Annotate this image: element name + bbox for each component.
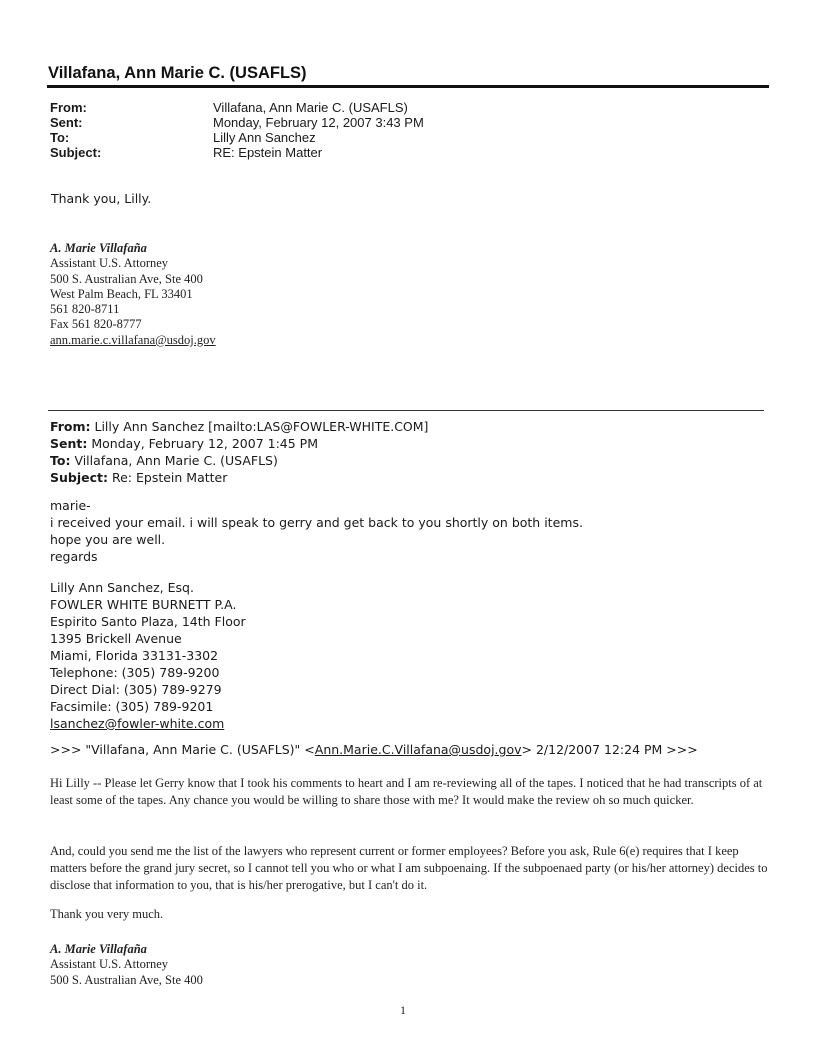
meta-subject-label: Subject: <box>50 145 102 160</box>
header-divider <box>47 85 769 88</box>
fwd-subject-row <box>50 469 428 486</box>
fwd-sent-label: Sent: <box>50 436 88 451</box>
email-header-title: Villafana, Ann Marie C. (USAFLS) <box>48 64 307 82</box>
meta-to-label: To: <box>50 130 70 145</box>
fwd-subject-value: Re: Epstein Matter <box>111 470 228 485</box>
meta-sent-value: Monday, February 12, 2007 3:43 PM <box>213 115 424 130</box>
message-line: marie- <box>50 498 91 513</box>
signature-block-2 <box>50 579 246 732</box>
page-number: 1 <box>400 1003 406 1017</box>
message-separator <box>48 410 764 411</box>
fwd-from-value: Lilly Ann Sanchez [mailto:LAS@FOWLER-WHITE.COM] <box>94 419 429 434</box>
sig2-firm: FOWLER WHITE BURNETT P.A. <box>50 597 237 612</box>
original-paragraph-1: Hi Lilly -- Please let Gerry know that I took his comments to heart and I am re-reviewing all of the tapes. I noticed that he had transcripts of at least some of the tapes. Any chance you would be willing to share those with me? It would make the review oh so much quicker. <box>50 776 763 807</box>
fwd-from-label: From: <box>50 419 91 434</box>
sig2-address2: 1395 Brickell Avenue <box>50 631 182 646</box>
original-paragraph-3: Thank you very much. <box>50 907 164 921</box>
fwd-from-row <box>50 418 428 435</box>
signature-address1: 500 S. Australian Ave, Ste 400 <box>50 271 203 286</box>
quote-prefix: >>> "Villafana, Ann Marie C. (USAFLS)" < <box>50 742 315 757</box>
meta-subject-value: RE: Epstein Matter <box>213 145 323 160</box>
original-paragraph-2: And, could you send me the list of the lawyers who represent current or former employees? Before you ask, Rule 6(e) requires that I keep matters before the grand jury secret, so I cannot tell you who or what I am subpoenaing. If the subpoenaed party (or his/her attorney) decides to disclose that information to you, that is his/her prerogative, but I can't do it. <box>50 844 768 892</box>
quote-email-link[interactable]: Ann.Marie.C.Villafana@usdoj.gov <box>314 742 522 757</box>
fwd-to-value: Villafana, Ann Marie C. (USAFLS) <box>74 453 278 468</box>
message-line: hope you are well. <box>50 532 166 547</box>
fwd-to-row <box>50 452 428 469</box>
meta-to-value: Lilly Ann Sanchez <box>213 130 316 145</box>
meta-sent-label: Sent: <box>50 115 83 130</box>
fwd-to-label: To: <box>50 453 71 468</box>
signature-phone: 561 820-8711 <box>50 302 120 317</box>
message-line: regards <box>50 549 98 564</box>
sig2-address1: Espirito Santo Plaza, 14th Floor <box>50 614 246 629</box>
signature-block-1 <box>50 241 216 348</box>
signature-address2: West Palm Beach, FL 33401 <box>50 286 193 301</box>
forwarded-header <box>50 418 428 486</box>
fwd-sent-value: Monday, February 12, 2007 1:45 PM <box>91 436 319 451</box>
meta-from-label: From: <box>50 100 87 115</box>
reply-text: Thank you, Lilly. <box>51 191 152 206</box>
fwd-sent-row <box>50 435 428 452</box>
sig2-email-link[interactable]: lsanchez@fowler-white.com <box>50 716 225 731</box>
sig3-title: Assistant U.S. Attorney <box>50 957 169 972</box>
message-body <box>50 497 583 565</box>
signature-block-3 <box>50 942 203 988</box>
quote-header <box>50 742 698 757</box>
signature-fax: Fax 561 820-8777 <box>50 317 142 332</box>
signature-title: Assistant U.S. Attorney <box>50 256 169 271</box>
sig3-name: A. Marie Villafaña <box>50 942 147 956</box>
fwd-subject-label: Subject: <box>50 470 108 485</box>
sig2-telephone: Telephone: (305) 789-9200 <box>50 665 220 680</box>
sig2-address3: Miami, Florida 33131-3302 <box>50 648 219 663</box>
sig2-direct: Direct Dial: (305) 789-9279 <box>50 682 222 697</box>
sig2-facsimile: Facsimile: (305) 789-9201 <box>50 699 214 714</box>
signature-email-link[interactable]: ann.marie.c.villafana@usdoj.gov <box>50 332 216 347</box>
message-line: i received your email. i will speak to gerry and get back to you shortly on both items. <box>50 515 583 530</box>
quote-suffix: > 2/12/2007 12:24 PM >>> <box>521 742 698 757</box>
meta-from-value: Villafana, Ann Marie C. (USAFLS) <box>213 100 408 115</box>
sig2-name: Lilly Ann Sanchez, Esq. <box>50 580 194 595</box>
signature-name: A. Marie Villafaña <box>50 241 147 255</box>
sig3-address1: 500 S. Australian Ave, Ste 400 <box>50 972 203 987</box>
